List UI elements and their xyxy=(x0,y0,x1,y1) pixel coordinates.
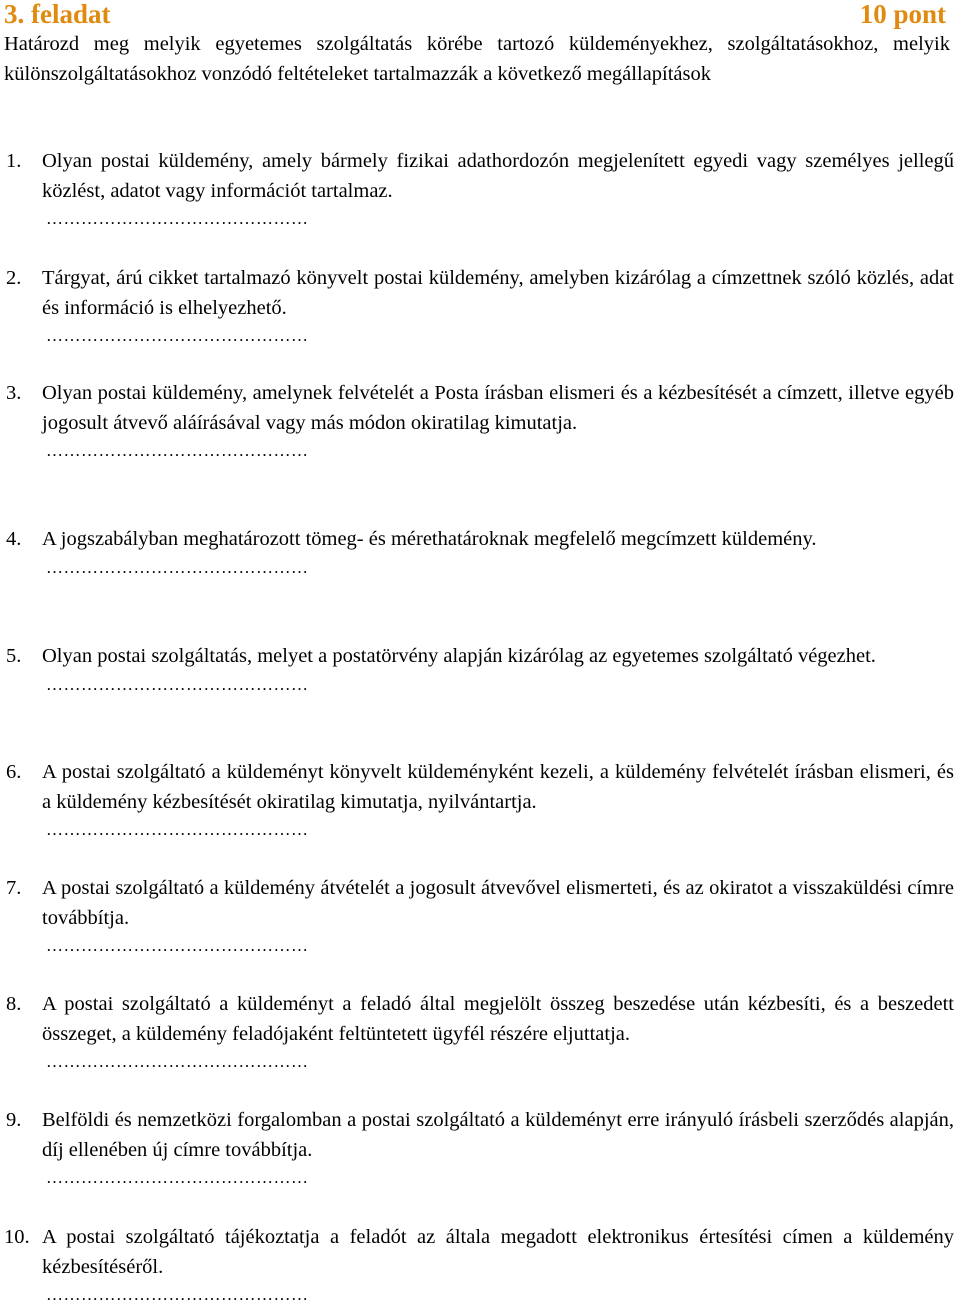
question-number: 5. xyxy=(6,645,22,667)
question-number: 6. xyxy=(6,761,22,783)
question-number: 8. xyxy=(6,993,22,1015)
question-item-3 xyxy=(0,379,958,466)
question-text: A postai szolgáltató a küldeményt könyvelt küldeményként kezeli, a küldemény felvételét írásban elismeri, és a küldemény kézbesítését okiratilag kimutatja, nyilvántartja. xyxy=(42,761,954,813)
question-text: Olyan postai küldemény, amelynek felvételét a Posta írásban elismeri és a kézbesítését a címzett, illetve egyéb jogosult átvevő aláírásával vagy más módon okiratilag kimutatja. xyxy=(42,382,954,434)
question-item-1 xyxy=(0,147,958,234)
question-number: 10. xyxy=(4,1226,30,1248)
answer-blank[interactable]: ……………………………………… xyxy=(46,1052,309,1071)
answer-blank[interactable]: ……………………………………… xyxy=(46,209,309,228)
question-item-4 xyxy=(0,525,958,583)
question-text: A postai szolgáltató a küldeményt a feladó által megjelölt összeg beszedése után kézbesíti, és a beszedett összeget, a küldemény feladójaként feltüntetett ügyfél részére eljuttatja. xyxy=(42,993,954,1045)
question-text: Olyan postai küldemény, amely bármely fizikai adathordozón megjelenített egyedi vagy személyes jellegű közlést, adatot vagy információt tartalmaz. xyxy=(42,150,954,202)
task-header xyxy=(4,0,946,30)
task-title: 3. feladat xyxy=(4,0,111,29)
answer-blank[interactable]: ……………………………………… xyxy=(46,441,309,460)
question-item-6 xyxy=(0,758,958,845)
question-item-9 xyxy=(0,1106,958,1193)
answer-blank[interactable]: ……………………………………… xyxy=(46,674,309,694)
question-number: 7. xyxy=(6,877,22,899)
question-item-10 xyxy=(0,1223,958,1310)
question-text: A jogszabályban meghatározott tömeg- és mérethatároknak megfelelő megcímzett küldemény. xyxy=(42,528,817,550)
question-item-8 xyxy=(0,990,958,1077)
answer-blank[interactable]: ……………………………………… xyxy=(46,1168,309,1187)
question-text: Tárgyat, árú cikket tartalmazó könyvelt postai küldemény, amelyben kizárólag a címzettnek szóló közlés, adat és információ is elhelyezhető. xyxy=(42,267,954,319)
question-text: Belföldi és nemzetközi forgalomban a postai szolgáltató a küldeményt erre irányuló írásbeli szerződés alapján, díj ellenében új címre továbbítja. xyxy=(42,1109,954,1161)
answer-blank[interactable]: ……………………………………… xyxy=(46,936,309,955)
task-instructions: Határozd meg melyik egyetemes szolgáltatás körébe tartozó küldeményekhez, szolgáltatásokhoz, melyik különszolgáltatásokhoz vonzódó feltételeket tartalmazzák a következő megállapítások xyxy=(4,33,950,85)
question-item-5 xyxy=(0,642,958,700)
answer-blank[interactable]: ……………………………………… xyxy=(46,820,309,839)
question-item-7 xyxy=(0,874,958,961)
question-item-2 xyxy=(0,264,958,351)
answer-blank[interactable]: ……………………………………… xyxy=(46,557,309,577)
question-number: 2. xyxy=(6,267,22,289)
question-number: 3. xyxy=(6,382,22,404)
question-text: A postai szolgáltató tájékoztatja a feladót az általa megadott elektronikus értesítési címen a küldemény kézbesítéséről. xyxy=(42,1226,954,1278)
question-number: 1. xyxy=(6,150,22,172)
answer-blank[interactable]: ……………………………………… xyxy=(46,326,309,345)
question-number: 9. xyxy=(6,1109,22,1131)
question-text: Olyan postai szolgáltatás, melyet a postatörvény alapján kizárólag az egyetemes szolgáltató végezhet. xyxy=(42,645,876,667)
question-number: 4. xyxy=(6,528,22,550)
task-points: 10 pont xyxy=(859,0,946,29)
answer-blank[interactable]: ……………………………………… xyxy=(46,1285,309,1304)
question-text: A postai szolgáltató a küldemény átvételét a jogosult átvevővel elismerteti, és az okiratot a visszaküldési címre továbbítja. xyxy=(42,877,954,929)
